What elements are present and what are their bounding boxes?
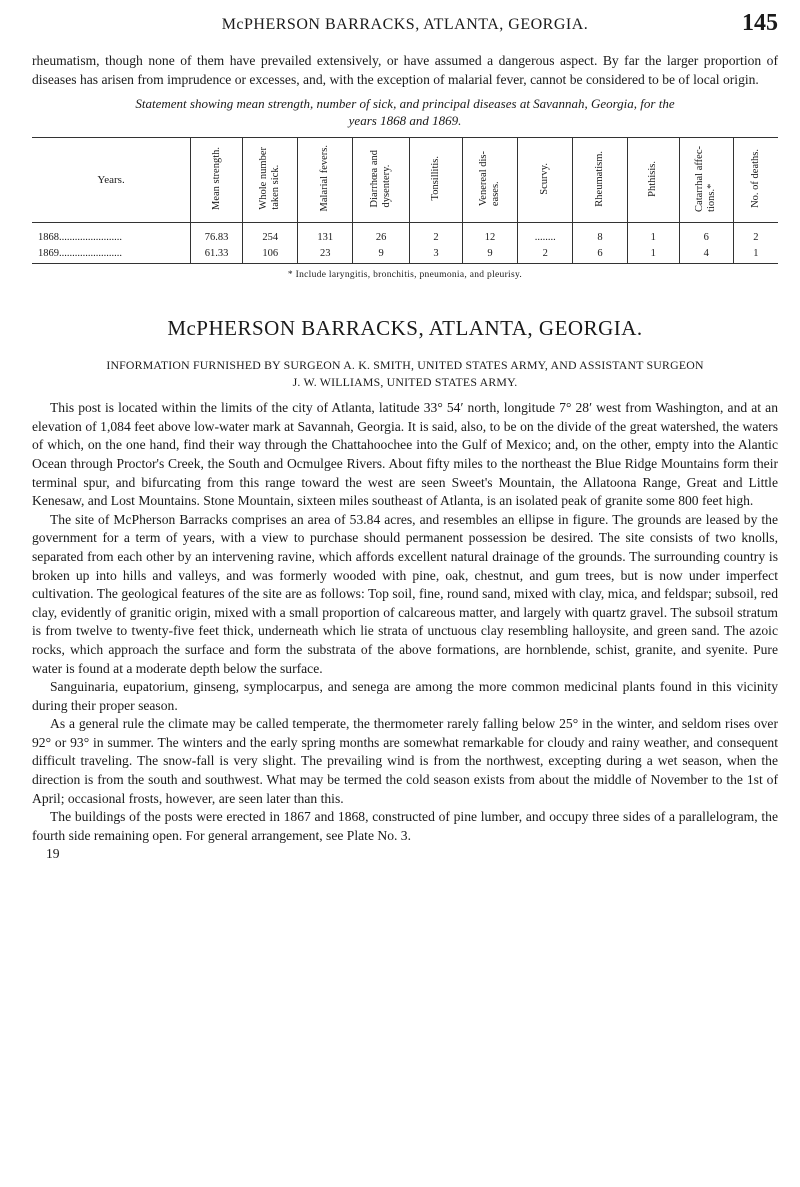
header-whole-number-sick: Whole number taken sick. [242, 138, 297, 223]
page-number: 145 [742, 10, 778, 36]
byline-line-2: J. W. WILLIAMS, UNITED STATES ARMY. [292, 375, 518, 390]
table-cell: 3 [410, 245, 462, 264]
table-cell: 1868........................ [38, 231, 122, 243]
table-cell: 2 [518, 245, 573, 264]
table-cell: 26 [353, 223, 410, 246]
header-deaths: No. of deaths. [733, 138, 778, 223]
table-caption [32, 95, 778, 129]
paragraph-site: The site of McPherson Barracks comprises an area of 53.84 acres, and resembles an ellipse in figure. The grounds are leased by the government for a term of years, with a view to purchase should permanent possession be desired. The site consists of two knolls, separated from each other by an intervening ravine, which affords excellent natural drainage of the grounds. The surrounding country is broken up into hills and valleys, and was formerly wooded with pine, oak, chestnut, and gum trees, but is now under imperfect cultivation. The geological features of the site are as follows: Top soil, fine, round sand, mixed with clay, mica, and feldspar; subsoil, red clay, evidently of granitic origin, mixed with a small proportion of calcareous matter, and largely with quartz gravel. The subsoil stratum is from twelve to twenty-five feet thick, underneath which lie strata of unctuous clay resembling halloysite, and green sand. The azoic rocks, which approach the surface and form the substrata of the above formations, are hornblende, schist, granite, and syenite. Pure water is found at a moderate depth below the surface. [32, 511, 778, 676]
table-cell: 106 [242, 245, 297, 264]
header-years: Years. [32, 138, 191, 223]
table-cell: 61.33 [191, 245, 243, 264]
table-cell: 1869........................ [32, 245, 191, 264]
table-header-row [32, 138, 778, 223]
section-title: McPHERSON BARRACKS, ATLANTA, GEORGIA. [167, 316, 643, 341]
paragraph-climate: As a general rule the climate may be called temperate, the thermometer rarely falling below 25° in the winter, and seldom rises over 92° or 93° in summer. The winters and the early spring months are somewhat remarkable for cloudy and rainy weather, and consequent difficult traveling. The snow-fall is very slight. The prevailing wind is from the northwest, excepting during a wet season, when the direction is from the south and southwest. What may be termed the cold season exists from about the middle of November to the 1st of April; occasional frosts, however, are seen later than this. [32, 716, 778, 806]
header-malarial-fevers: Malarial fevers. [298, 138, 353, 223]
table-cell: 8 [573, 223, 627, 246]
table-row [32, 245, 778, 264]
paragraph-location: This post is located within the limits of the city of Atlanta, latitude 33° 54′ north, longitude 7° 28′ west from Washington, and at an elevation of 1,084 feet above low-water mark at Savannah, Georgia. It is said, also, to be on the divide of the great watershed, the waters of which, on the one hand, find their way through the Chattahoochee into the Gulf of Mexico; and, on the other, empty into the Alantic Ocean through Proctor's Creek, the South and Ocmulgee Rivers. About fifty miles to the northeast the Blue Ridge Mountains form their terminal spur, and bifurcating from this range toward the west are seen Sweet's Mountain, the Allatoona Range, Great and Little Kenesaw, and Lost Mountains. Stone Mountain, sixteen miles southeast of Atlanta, is an isolated peak of granite some 800 feet high. [32, 400, 778, 509]
paragraph-buildings: The buildings of the posts were erected in 1867 and 1868, constructed of pine lumber, and occupy three sides of a parallelogram, the fourth side remaining open. For general arrangement, see Plate No. 3. [32, 809, 778, 843]
signature-mark: 19 [46, 846, 60, 862]
table-row [32, 223, 778, 246]
header-rheumatism: Rheumatism. [573, 138, 627, 223]
table-cell: 1 [627, 223, 679, 246]
disease-statistics-table [32, 137, 778, 264]
table-cell: 12 [462, 223, 517, 246]
table-cell: 1 [627, 245, 679, 264]
header-catarrhal-affections: Catarrhal affec- tions.* [679, 138, 733, 223]
table-cell: 2 [733, 223, 778, 246]
table-cell: 9 [462, 245, 517, 264]
table-cell: 254 [242, 223, 297, 246]
table-cell: 4 [679, 245, 733, 264]
table-cell: 23 [298, 245, 353, 264]
header-diarrhoea-dysentery: Diarrhœa and dysentery. [353, 138, 410, 223]
header-scurvy: Scurvy. [518, 138, 573, 223]
table-cell: 2 [410, 223, 462, 246]
header-phthisis: Phthisis. [627, 138, 679, 223]
header-tonsillitis: Tonsillitis. [410, 138, 462, 223]
table-cell: 6 [573, 245, 627, 264]
table-cell: 76.83 [191, 223, 243, 246]
intro-paragraph: rheumatism, though none of them have prevailed extensively, or have assumed a dangerous aspect. By far the larger proportion of diseases has arisen from imprudence or excesses, and, with the exception of malarial fever, cannot be considered to be of local origin. [32, 53, 778, 87]
header-venereal-diseases: Venereal dis- eases. [462, 138, 517, 223]
paragraph-plants: Sanguinaria, eupatorium, ginseng, symplocarpus, and senega are among the more common medicinal plants found in this vicinity during their proper season. [32, 679, 778, 713]
running-head [32, 0, 778, 40]
byline-line-1: INFORMATION FURNISHED BY SURGEON A. K. SMITH, UNITED STATES ARMY, AND ASSISTANT SURGEON [106, 358, 704, 373]
table-cell: 1 [733, 245, 778, 264]
byline [32, 357, 778, 391]
body-text [32, 399, 778, 863]
table-caption-line-1: Statement showing mean strength, number of sick, and principal diseases at Savannah, Georgia, for the [135, 96, 675, 112]
running-title: McPHERSON BARRACKS, ATLANTA, GEORGIA. [221, 16, 589, 33]
header-mean-strength: Mean strength. [191, 138, 243, 223]
page [32, 0, 778, 863]
table-cell: 131 [298, 223, 353, 246]
table-cell: 9 [353, 245, 410, 264]
table-footnote: * Include laryngitis, bronchitis, pneumonia, and pleurisy. [287, 270, 523, 281]
table-cell: ........ [518, 223, 573, 246]
table-caption-line-2: years 1868 and 1869. [348, 113, 462, 129]
table-cell: 6 [679, 223, 733, 246]
